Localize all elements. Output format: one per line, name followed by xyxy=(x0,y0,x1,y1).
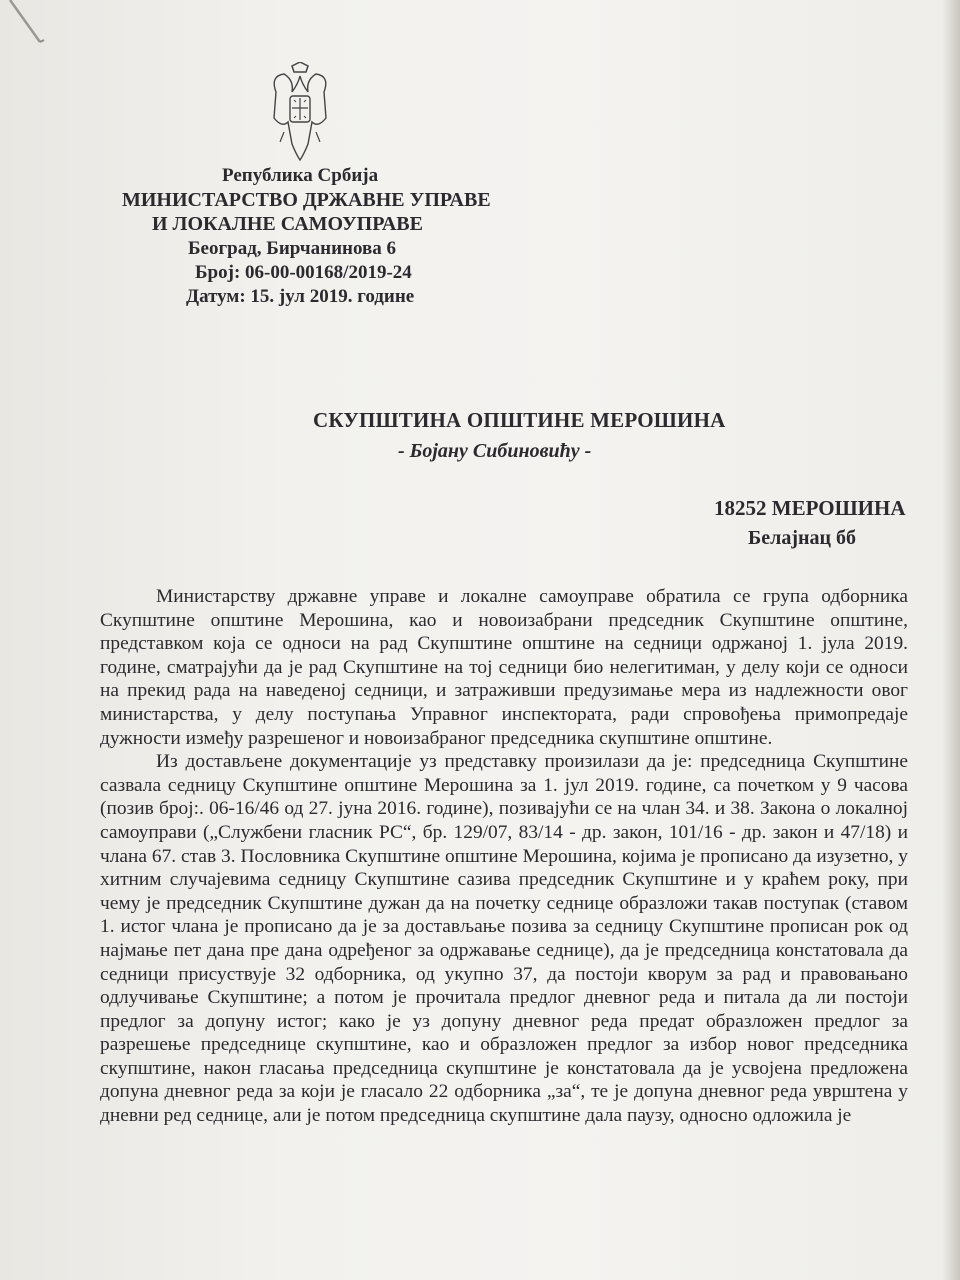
recipient-person: - Бојану Сибиновићу - xyxy=(398,440,592,462)
header-number: Број: 06-00-00168/2019-24 xyxy=(195,262,412,283)
coat-of-arms-icon xyxy=(268,62,332,166)
body-paragraph-1: Министарству државне управе и локалне самоуправе обратила се група одборника Скупштине општине Мерошина, као и новоизабрани председник Скупштине општине, представком која се односи на рад Скупштине општине на седници одржаној 1. јула 2019. године, сматрајући да је рад Скупштине на тој седници био нелегитиман, у делу који се односи на прекид рада на наведеној седници, и затраживши предузимање мера из надлежности овог министарства, у делу поступања Управног инспектората, ради спровођења примопредаје дужности између разрешеног и новоизабраног председника скупштине општине. xyxy=(100,586,908,749)
letter-body xyxy=(100,585,908,1128)
header-ministry-line2: И ЛОКАЛНЕ САМОУПРАВЕ xyxy=(152,213,423,235)
page-edge-shadow xyxy=(942,0,960,1280)
recipient-street: Белајнац бб xyxy=(748,527,857,549)
header-ministry-line1: МИНИСТАРСТВО ДРЖАВНЕ УПРАВЕ xyxy=(122,189,491,211)
recipient-institution: СКУПШТИНА ОПШТИНЕ МЕРОШИНА xyxy=(313,408,726,432)
body-paragraph-2: Из достављене документације уз представку произилази да је: председница Скупштине сазвала седницу Скупштине општине Мерошина за 1. јул 2019. године, са почетком у 9 часова (позив број:. 06-16/46 од 27. јуна 2016. године), позивајући се на члан 34. и 38. Закона о локалној самоуправи („Службени гласник РС“, бр. 129/07, 83/14 - др. закон, 101/16 - др. закон и 47/18) и члана 67. став 3. Пословника Скупштине општине Мерошина, којима је прописано да изузетно, у хитним случајевима седницу Скупштине сазива председник Скупштине и у краћем року, при чему је председник Скупштине дужан да на почетку седнице образложи такав поступак (ставом 1. истог члана је прописано да је за достављање позива за седницу Скупштине прописан рок од најмање пет дана пре дана одређеног за одржавање седнице), да је председница констатовала да седници присуствује 32 одборника, од укупно 37, да постоји кворум за рад и правовањано одлучивање Скупштине; а потом је прочитала предлог дневног реда и питала да ли постоји предлог за допуну истог; како је уз допуну дневног реда предат образложен предлог за разрешење председнице скупштине, као и образложен предлог за избор новог председника скупштине, након гласања председница скупштине је констатовала да је усвојена предложена допуна дневног реда за који је гласало 22 одборника „за“, те је допуна дневног реда уврштена у дневни ред седнице, али је потом председница скупштине дала паузу, односно одложила је xyxy=(100,751,908,1127)
recipient-postal-city: 18252 МЕРОШИНА xyxy=(714,496,906,520)
header-republic: Република Србија xyxy=(222,165,379,186)
staple-icon xyxy=(0,0,60,60)
header-address: Београд, Бирчанинова 6 xyxy=(188,238,396,259)
header-date: Датум: 15. јул 2019. године xyxy=(186,286,415,307)
